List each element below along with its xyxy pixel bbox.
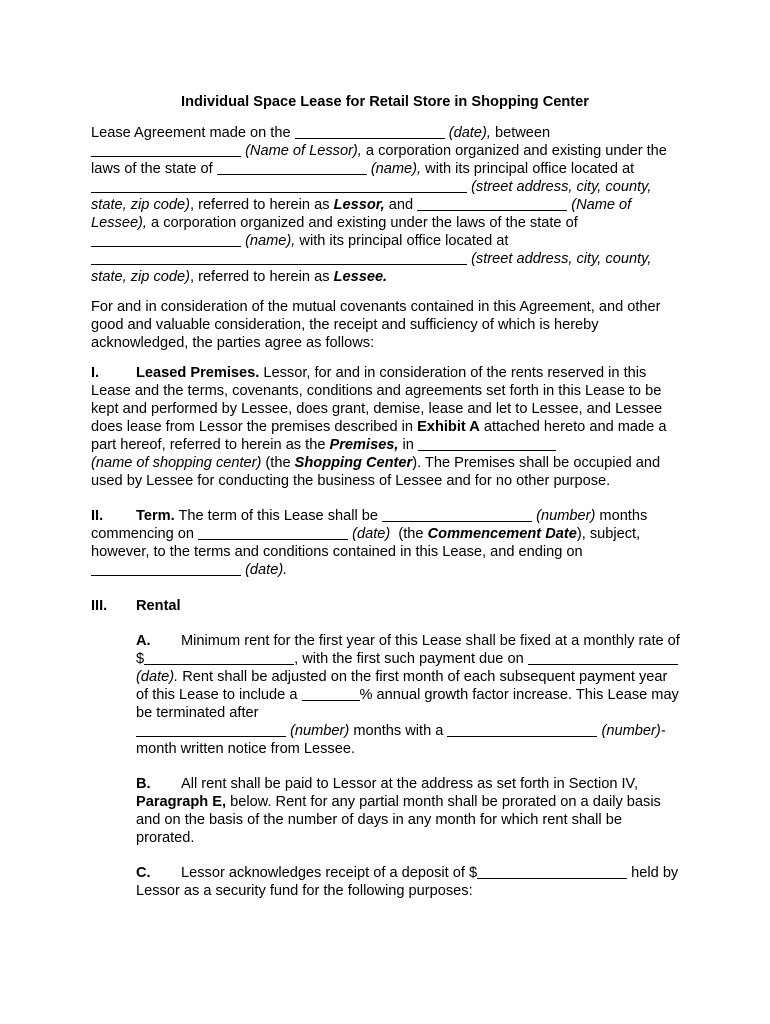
premises-term: Premises, — [329, 437, 399, 453]
center-name-hint: (name of shopping center) — [91, 455, 262, 471]
number-hint: (number)- — [601, 723, 666, 739]
intro-text: , referred to herein as — [189, 269, 330, 285]
state-blank[interactable] — [217, 160, 367, 175]
shopping-center-blank[interactable] — [418, 436, 556, 451]
paragraph-text: below. Rent for any partial month shall be prorated on a daily basis and on the basis of the number of days in any month for which rent shall be prorated. — [136, 794, 661, 846]
lessee-term: Lessee. — [333, 269, 388, 285]
date-blank[interactable] — [295, 124, 445, 139]
section-rental — [91, 597, 679, 615]
section-text: (the — [265, 455, 291, 471]
rental-paragraph-c — [91, 864, 681, 900]
date-hint: (date). — [245, 562, 288, 578]
intro-paragraph — [91, 124, 679, 286]
paragraph-reference: Paragraph E, — [136, 794, 227, 810]
paragraph-label: A. — [136, 633, 151, 649]
section-text: The term of this Lease shall be — [178, 508, 379, 524]
intro-text: Lease Agreement made on the — [91, 125, 291, 141]
paragraph-text: Lessor acknowledges receipt of a deposit of $ — [181, 865, 478, 881]
section-heading: Term. — [136, 508, 175, 524]
lessor-term: Lessor, — [333, 197, 385, 213]
paragraph-text: , with the first such payment due on — [294, 651, 524, 667]
deposit-amount-blank[interactable] — [477, 864, 627, 879]
lessee-address-blank[interactable] — [91, 250, 467, 265]
intro-text: , referred to herein as — [189, 197, 330, 213]
paragraph-text: months with a — [353, 723, 444, 739]
lessor-address-blank[interactable] — [91, 178, 467, 193]
date-hint: (date). — [136, 669, 179, 685]
address-hint: (street address, city, county, state, zip code) — [91, 251, 652, 285]
monthly-rate-blank[interactable] — [144, 650, 294, 665]
section-text: in — [402, 437, 414, 453]
first-payment-date-blank[interactable] — [528, 650, 678, 665]
section-text: ). The Premises shall be occupied and used by Lessee for conducting the business of Lessee and for no other purpose. — [91, 455, 661, 489]
rental-paragraph-a — [91, 632, 681, 758]
lessor-name-blank[interactable] — [91, 142, 241, 157]
section-heading: Leased Premises. — [136, 365, 260, 381]
lessee-name-blank[interactable] — [417, 196, 567, 211]
rental-paragraph-b — [91, 775, 681, 847]
paragraph-text: All rent shall be paid to Lessor at the address as set forth in Section IV, — [181, 776, 638, 792]
date-hint: (date) — [352, 526, 391, 542]
paragraph-text: % annual growth factor increase. This Lease may be terminated after — [136, 687, 679, 721]
document-title: Individual Space Lease for Retail Store in Shopping Center — [181, 94, 589, 110]
number-hint: (number) — [536, 508, 596, 524]
section-term — [91, 507, 679, 579]
intro-text: between — [494, 125, 551, 141]
section-text: months commencing on — [91, 508, 648, 542]
section-number: I. — [91, 365, 100, 381]
lessee-state-blank[interactable] — [91, 232, 241, 247]
paragraph-text: Rent shall be adjusted on the first month of each subsequent payment year of this Lease to include a — [136, 669, 668, 703]
state-hint: (name), — [245, 233, 296, 249]
section-text: ), subject, however, to the terms and conditions contained in this Lease, and ending on — [91, 526, 641, 560]
number-hint: (number) — [290, 723, 350, 739]
state-hint: (name), — [370, 161, 422, 177]
consideration-paragraph: For and in consideration of the mutual covenants contained in this Agreement, and other good and valuable consideration, the receipt and sufficiency of which is hereby acknowledged, the parties agree as follows: — [91, 299, 661, 351]
end-date-blank[interactable] — [91, 561, 241, 576]
paragraph-label: C. — [136, 865, 151, 881]
address-hint: (street address, city, county, state, zip code) — [91, 179, 652, 213]
intro-text: a corporation organized and existing under the laws of the state of — [151, 215, 578, 231]
lessor-name-hint: (Name of Lessor), — [245, 143, 362, 159]
term-number-blank[interactable] — [382, 507, 532, 522]
intro-text: and — [388, 197, 414, 213]
intro-text: a corporation organized and existing under the laws of the state of — [91, 143, 667, 177]
paragraph-text: month written notice from Lessee. — [136, 741, 356, 757]
date-hint: (date), — [448, 125, 491, 141]
section-leased-premises — [91, 364, 679, 490]
paragraph-text: Minimum rent for the first year of this Lease shall be fixed at a monthly rate of $ — [136, 633, 680, 667]
exhibit-reference: Exhibit A — [417, 419, 480, 435]
commencement-date-blank[interactable] — [198, 525, 348, 540]
section-text: Lessor, for and in consideration of the rents reserved in this Lease and the terms, covenants, conditions and agreements set forth in this Lease to be kept and performed by Lessee, does grant, demise, lease and let to Lessee, and Lessee does lease from Lessor the premises described in — [91, 365, 663, 435]
shopping-center-term: Shopping Center — [294, 455, 413, 471]
lessee-name-hint: (Name of Lessee), — [91, 197, 632, 231]
growth-percent-blank[interactable] — [302, 686, 360, 701]
intro-text: with its principal office located at — [425, 161, 635, 177]
section-number: III. — [91, 598, 108, 614]
section-number: II. — [91, 508, 104, 524]
intro-text: with its principal office located at — [299, 233, 509, 249]
section-heading: Rental — [136, 598, 181, 614]
commencement-term: Commencement Date — [427, 526, 577, 542]
termination-months-blank[interactable] — [136, 722, 286, 737]
section-text: (the — [398, 526, 424, 542]
section-text: attached hereto and made a part hereof, referred to herein as the — [91, 419, 667, 453]
paragraph-text: held by Lessor as a security fund for the following purposes: — [136, 865, 679, 899]
paragraph-label: B. — [136, 776, 151, 792]
notice-months-blank[interactable] — [447, 722, 597, 737]
